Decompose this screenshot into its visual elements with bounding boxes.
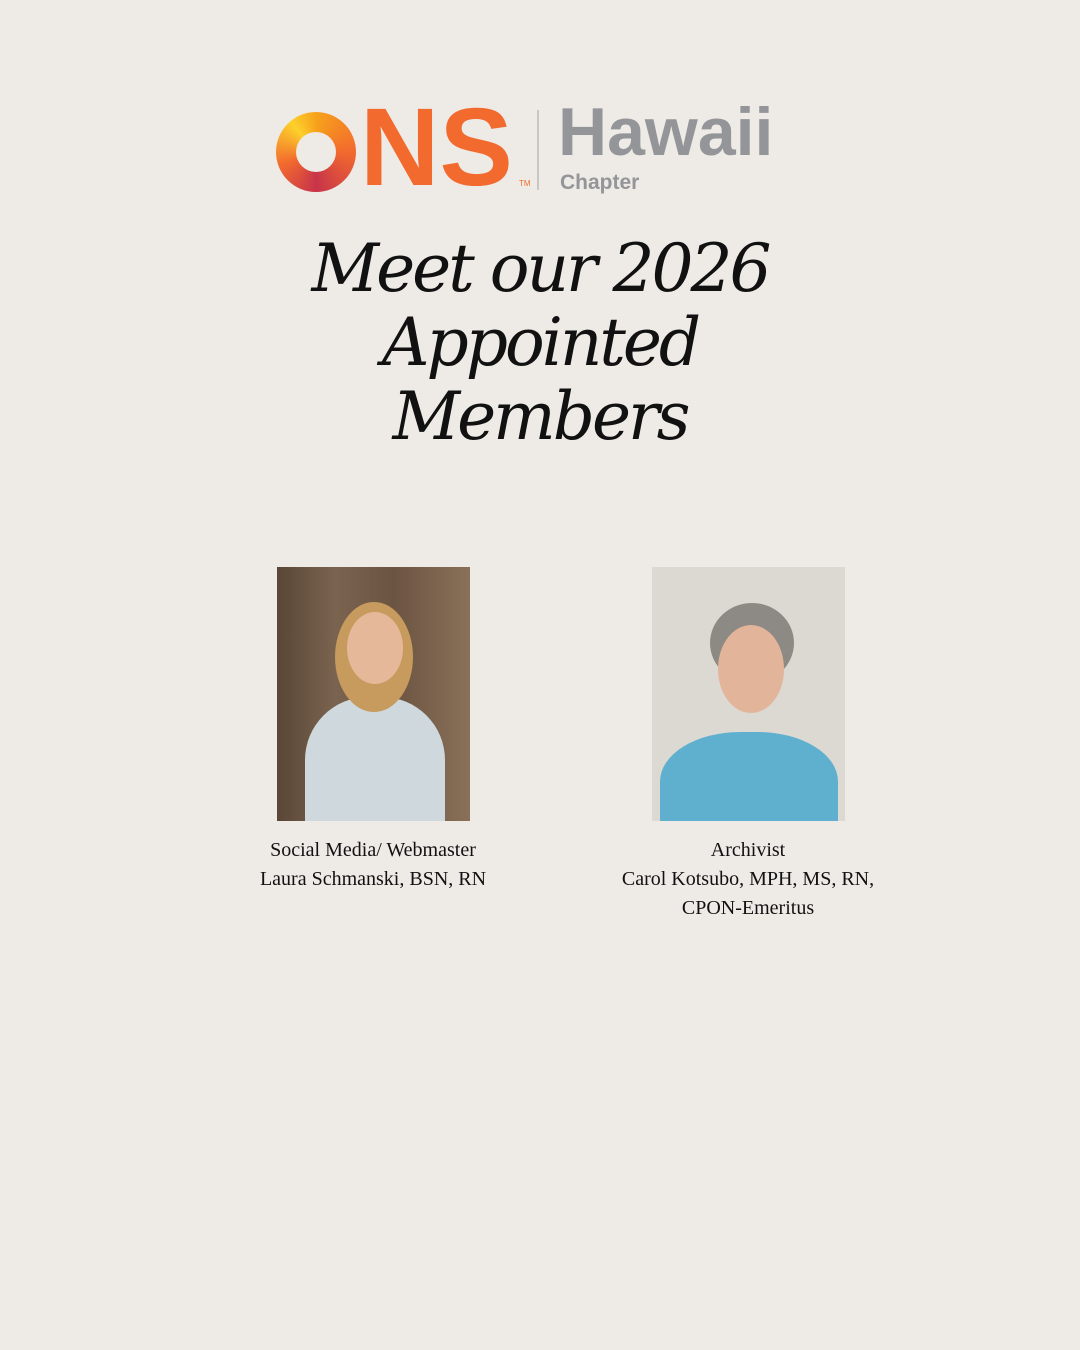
page-title bbox=[0, 232, 1080, 454]
member-caption-carol bbox=[568, 836, 928, 923]
title-line-3: Members bbox=[392, 378, 688, 455]
title-line-1: Meet our 2026 bbox=[311, 230, 769, 307]
title-line-2: Appointed bbox=[381, 304, 699, 381]
member-role: Social Media/ Webmaster bbox=[270, 839, 476, 861]
ons-ring-icon bbox=[276, 112, 356, 192]
logo-divider bbox=[537, 110, 539, 190]
member-name: Laura Schmanski, BSN, RN bbox=[259, 868, 487, 890]
photo-figure bbox=[305, 697, 445, 821]
logo-chapter: Chapter bbox=[560, 171, 640, 194]
logo-ons-text: NS bbox=[360, 86, 513, 209]
member-photo-carol bbox=[652, 567, 845, 821]
logo-trademark: TM bbox=[519, 179, 531, 188]
member-photo-laura bbox=[277, 567, 470, 821]
member-caption-laura bbox=[193, 836, 553, 894]
photo-face bbox=[718, 625, 784, 713]
ons-hawaii-chapter-logo bbox=[276, 86, 786, 209]
member-name: Carol Kotsubo, MPH, MS, RN, bbox=[621, 868, 875, 890]
logo-region: Hawaii bbox=[558, 94, 774, 170]
photo-face bbox=[347, 612, 403, 684]
member-role: Archivist bbox=[710, 839, 786, 861]
member-credentials: CPON-Emeritus bbox=[681, 897, 815, 919]
photo-figure bbox=[660, 732, 838, 821]
